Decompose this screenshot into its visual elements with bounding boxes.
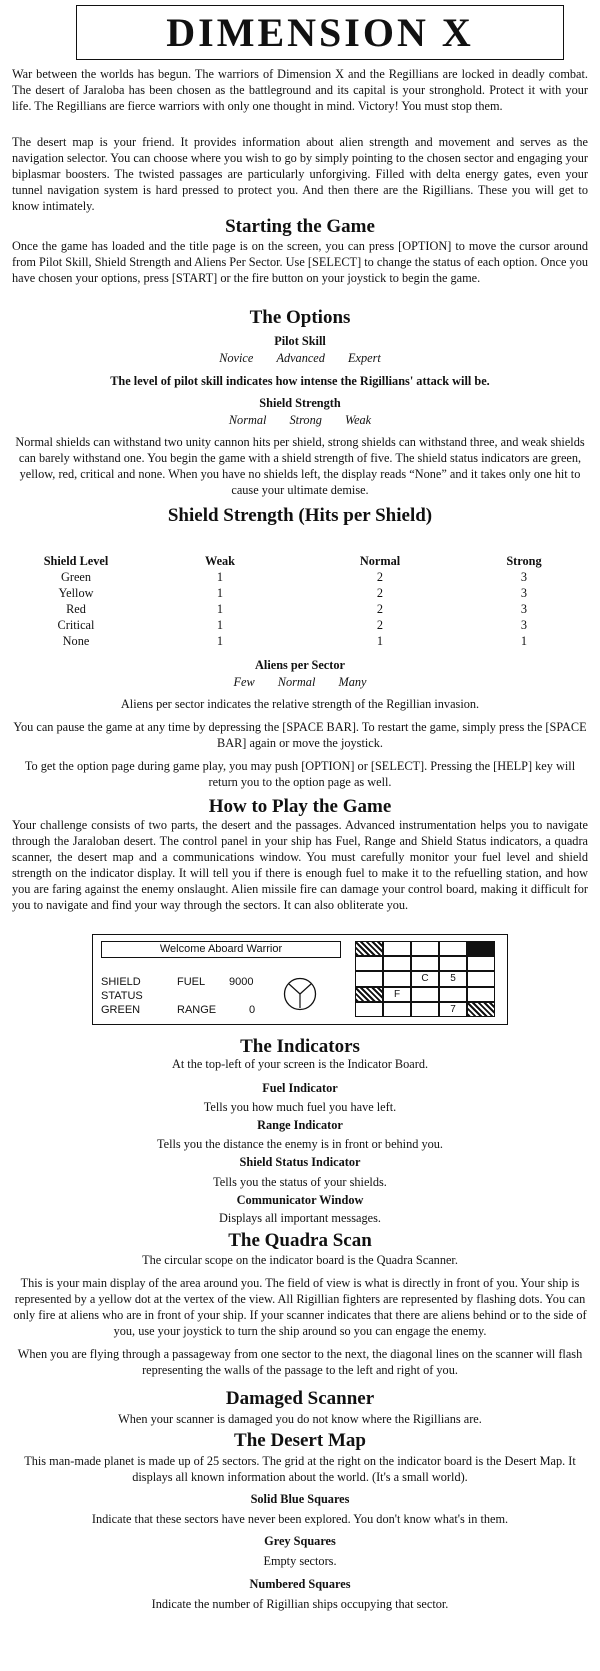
status-label: STATUS xyxy=(101,990,143,1002)
damaged-text: When your scanner is damaged you do not know where the Rigillians are. xyxy=(118,1412,482,1426)
shield-label: SHIELD xyxy=(101,976,141,988)
shield-choice-normal: Normal xyxy=(228,413,267,427)
map-cell xyxy=(355,941,383,956)
starting-heading: Starting the Game xyxy=(225,216,375,237)
table-cell: 3 xyxy=(520,618,528,632)
aliens-heading: Aliens per Sector xyxy=(255,658,345,672)
table-cell: Yellow xyxy=(58,586,94,600)
map-cell xyxy=(411,956,439,971)
map-cell xyxy=(383,941,411,956)
table-cell: 3 xyxy=(520,586,528,600)
table-header: Shield Level xyxy=(43,554,109,568)
map-cell xyxy=(383,1002,411,1017)
pilot-skill-choices xyxy=(0,350,600,366)
grey-squares-heading: Grey Squares xyxy=(264,1534,336,1548)
table-cell: 2 xyxy=(376,586,384,600)
map-cell xyxy=(467,987,495,1002)
map-cell xyxy=(355,971,383,986)
damaged-heading: Damaged Scanner xyxy=(225,1388,375,1409)
shield-strength-choices xyxy=(0,412,600,428)
quadra-scanner-icon xyxy=(283,977,317,1011)
shield-status-heading: Shield Status Indicator xyxy=(239,1155,361,1169)
table-row xyxy=(12,585,588,601)
map-cell: C xyxy=(411,971,439,986)
numbered-squares-text: Indicate the number of Rigillian ships occupying that sector. xyxy=(151,1597,449,1611)
fuel-value: 9000 xyxy=(229,976,254,988)
table-cell: None xyxy=(62,634,90,648)
pilot-choice-expert: Expert xyxy=(348,351,381,365)
table-cell: 1 xyxy=(216,570,224,584)
map-cell xyxy=(439,941,467,956)
aliens-choice-many: Many xyxy=(338,675,367,689)
shield-choice-strong: Strong xyxy=(289,413,322,427)
table-cell: 3 xyxy=(520,570,528,584)
shield-table-heading: Shield Strength (Hits per Shield) xyxy=(167,505,433,526)
quadra-text-2: When you are flying through a passageway from one sector to the next, the diagonal lines on the scanner will flash representing the walls of the passage to the left and right of you. xyxy=(17,1347,583,1377)
table-cell: 1 xyxy=(216,634,224,648)
howto-text: Your challenge consists of two parts, the desert and the passages. Advanced instrumentation helps you to navigate through the Jaraloban desert. The control panel in your ship has Fuel, Range and Shield Status indicators, a quadra scanner, the desert map and a communications window. You must carefully monitor your fuel level and shield strength on the indicator display. It will tell you if there is enough fuel to make it to the refuelling station, and how you are faring against the enemy onslaught. Alien missile fire can damage your control board, making it difficult for you to navigate and find your way through the sectors. It can also obliterate you. xyxy=(12,818,588,912)
indicators-intro: At the top-left of your screen is the Indicator Board. xyxy=(171,1057,429,1071)
quadra-text-1: This is your main display of the area around you. The field of view is what is directly in front of you. Your ship is represented by a yellow dot at the vertex of the view. All Rigillian fighters are represented by flashing dots. You can only fire at aliens who are in front of your ship. If your scanner indicates that there are aliens behind or to the side of you, use your joystick to turn the ship around so you can engage the enemy. xyxy=(13,1276,587,1338)
map-cell xyxy=(383,971,411,986)
map-cell xyxy=(439,956,467,971)
desert-heading: The Desert Map xyxy=(234,1430,366,1451)
table-cell: 1 xyxy=(376,634,384,648)
map-cell xyxy=(355,987,383,1002)
quadra-heading: The Quadra Scan xyxy=(228,1230,372,1251)
table-cell: 1 xyxy=(216,618,224,632)
shield-choice-weak: Weak xyxy=(344,413,372,427)
pilot-skill-text: The level of pilot skill indicates how intense the Rigillians' attack will be. xyxy=(110,374,490,388)
map-cell xyxy=(467,956,495,971)
map-cell xyxy=(411,1002,439,1017)
map-cell xyxy=(411,941,439,956)
map-cell xyxy=(439,987,467,1002)
table-cell: Critical xyxy=(57,618,95,632)
intro-paragraph-2: The desert map is your friend. It provides information about alien strength and movement and serves as the navigation selector. You can choose where you wish to go by simply pointing to the chosen sector and engaging your biplasmar boosters. The twisted passages are particularly unforgiving. Filled with delta energy gates, even your tunnel navigation system is hard pressed to protect you. And then there are the Rigillians. These you will get to know intimately. xyxy=(12,135,588,213)
howto-heading: How to Play the Game xyxy=(208,796,392,817)
shield-status-text: Tells you the status of your shields. xyxy=(213,1175,387,1189)
communicator-text: Displays all important messages. xyxy=(219,1211,381,1225)
aliens-choices xyxy=(0,674,600,690)
communicator-heading: Communicator Window xyxy=(236,1193,364,1207)
table-cell: Red xyxy=(66,602,86,616)
options-heading: The Options xyxy=(249,307,351,328)
table-cell: 2 xyxy=(376,602,384,616)
starting-text: Once the game has loaded and the title page is on the screen, you can press [OPTION] to move the cursor around from Pilot Skill, Shield Strength and Aliens Per Sector. Use [SELECT] to change the status of each option. Once you have chosen your options, press [START] or the fire button on your joystick to begin the game. xyxy=(12,239,588,285)
map-cell xyxy=(467,1002,495,1017)
table-header: Strong xyxy=(506,554,542,568)
indicators-heading: The Indicators xyxy=(240,1036,360,1057)
table-header: Normal xyxy=(359,554,401,568)
range-indicator-text: Tells you the distance the enemy is in front or behind you. xyxy=(156,1137,443,1151)
title-box xyxy=(76,5,564,60)
communicator-window: Welcome Aboard Warrior xyxy=(101,941,341,958)
table-row xyxy=(12,601,588,617)
fuel-label: FUEL xyxy=(177,976,206,988)
shield-strength-heading: Shield Strength xyxy=(259,396,341,410)
indicator-board xyxy=(92,934,508,1025)
aliens-choice-normal: Normal xyxy=(277,675,316,689)
option-page-text: To get the option page during game play, you may push [OPTION] or [SELECT]. Pressing the [HELP] key will return you to the option page as well. xyxy=(24,759,576,789)
range-label: RANGE xyxy=(177,1004,217,1016)
blue-squares-text: Indicate that these sectors have never been explored. You don't know what's in them. xyxy=(91,1512,509,1526)
desert-map-grid xyxy=(355,941,495,1017)
intro-paragraph-1: War between the worlds has begun. The warriors of Dimension X and the Regillians are locked in deadly combat. The desert of Jaraloba has been chosen as the battleground and its capital is your stronghold. Protect it with your life. The Regillians are fierce warriors with only one thought in mind. Victory! You must stop them. xyxy=(12,67,588,113)
table-cell: Green xyxy=(60,570,92,584)
page-title: DIMENSION X xyxy=(166,9,474,55)
table-cell: 2 xyxy=(376,570,384,584)
desert-text: This man-made planet is made up of 25 sectors. The grid at the right on the indicator board is the Desert Map. It displays all known information about the world. (It's a small world). xyxy=(24,1454,576,1484)
table-cell: 1 xyxy=(520,634,528,648)
map-cell xyxy=(355,1002,383,1017)
pause-text: You can pause the game at any time by depressing the [SPACE BAR]. To restart the game, simply press the [SPACE BAR] again or move the joystick. xyxy=(13,720,587,750)
map-cell xyxy=(383,956,411,971)
map-cell: F xyxy=(383,987,411,1002)
shield-strength-text: Normal shields can withstand two unity cannon hits per shield, strong shields can withstand three, and weak shields can barely withstand one. You begin the game with a shield strength of five. The shield status indicators are green, yellow, red, critical and none. When you have no shields left, the display reads “None” and it takes only one hit to cause your ultimate demise. xyxy=(15,435,585,497)
map-cell xyxy=(467,941,495,956)
pilot-choice-novice: Novice xyxy=(219,351,254,365)
shield-table xyxy=(12,553,588,649)
table-cell: 2 xyxy=(376,618,384,632)
map-cell: 7 xyxy=(439,1002,467,1017)
aliens-choice-few: Few xyxy=(233,675,255,689)
blue-squares-heading: Solid Blue Squares xyxy=(250,1492,350,1506)
table-cell: 1 xyxy=(216,586,224,600)
table-cell: 1 xyxy=(216,602,224,616)
aliens-text: Aliens per sector indicates the relative strength of the Regillian invasion. xyxy=(120,697,480,711)
quadra-intro: The circular scope on the indicator board is the Quadra Scanner. xyxy=(142,1253,458,1267)
table-header: Weak xyxy=(204,554,236,568)
status-value: GREEN xyxy=(101,1004,141,1016)
table-row xyxy=(12,617,588,633)
table-header-row xyxy=(12,553,588,569)
range-indicator-heading: Range Indicator xyxy=(257,1118,343,1132)
map-cell xyxy=(355,956,383,971)
range-value: 0 xyxy=(249,1004,256,1016)
pilot-skill-heading: Pilot Skill xyxy=(274,334,326,348)
fuel-indicator-heading: Fuel Indicator xyxy=(262,1081,338,1095)
table-row xyxy=(12,633,588,649)
table-cell: 3 xyxy=(520,602,528,616)
map-cell: 5 xyxy=(439,971,467,986)
numbered-squares-heading: Numbered Squares xyxy=(249,1577,351,1591)
grey-squares-text: Empty sectors. xyxy=(263,1554,337,1568)
pilot-choice-advanced: Advanced xyxy=(276,351,325,365)
map-cell xyxy=(467,971,495,986)
map-cell xyxy=(411,987,439,1002)
fuel-indicator-text: Tells you how much fuel you have left. xyxy=(203,1100,397,1114)
table-row xyxy=(12,569,588,585)
